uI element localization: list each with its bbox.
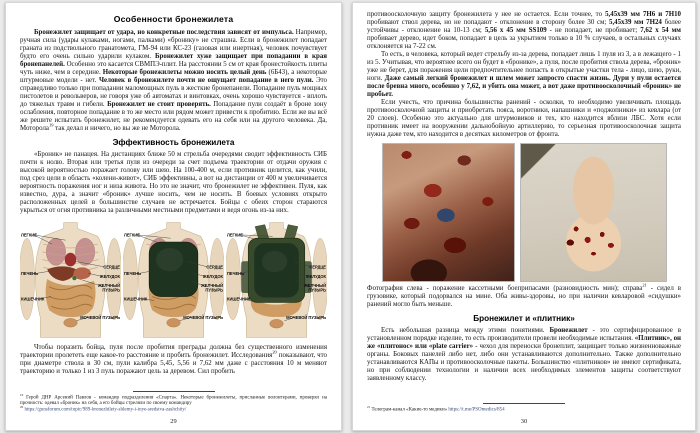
photo-cluster-munition-wounds — [382, 143, 515, 282]
organ-label-gallbladder: ЖЕЛЧНЫЙ — [304, 282, 327, 288]
footnote-separator — [483, 403, 565, 404]
organ-label-bladder: МОЧЕВОЙ ПУЗЫРЬ — [286, 314, 327, 320]
organ-label-heart: СЕРДЦЕ — [309, 264, 327, 270]
organ-label-bladder: МОЧЕВОЙ ПУЗЫРЬ — [80, 314, 121, 320]
torso-diagram-plate — [123, 220, 224, 340]
armor-plate — [149, 242, 198, 296]
torso-diagram-carrier — [226, 220, 327, 340]
footnotes-right — [367, 403, 681, 414]
paragraph-calibers: противоосколочную защиту бронежилета у нее не остается. Если точнее, то 5,45х39 мм 7Н6 и 7Н10 пробивают ствол дерева, но не попадают - отклонение в сторону более 30 см; 5,45х39 мм 7Н24 более устойчивы - отклонение на 10-13 см; 5,56 х 45 мм SS109 - не попадает, не пробивает; 7,62 х 54 мм пробивает дерево, идет боком, попадает в цель за укрытием только в 10 % случаев, в остальных случаях отклоняется на 7-22 см. — [367, 11, 681, 50]
footnote-21[interactable]: $^{21}$ Телеграм-канал «Какие-то медики» https://t.me/PSOmedics/854 — [367, 405, 505, 413]
paragraph-plitnik: Есть небольшая разница между этими понятиями. Бронежилет - это сертифицированное в установленном порядке изделие, то есть производители провели необходимые испытания. «Плитник», он же «плитонос» или «plate carrier» - чехол для переноски бронеплит, защищает только жизненноважные органы. Боковых панелей либо нет, либо они устанавливаются дополнительно. Также дополнительно устанавливаются КАПы и противоосколочные пакеты. Большинство «плитников» не имеют сертификата, но при соблюдении технологии и наличии всех необходимых элементов защиты соответствуют заявленному классу. — [367, 327, 681, 382]
page-30 — [352, 2, 696, 431]
organ-label-lungs: ЛЕГКИЕ — [20, 232, 37, 238]
organ-label-gallbladder-2: ПУЗЫРЬ — [308, 287, 327, 293]
organ-label-liver: ПЕЧЕНЬ — [226, 271, 245, 277]
page-number-left: 29 — [170, 418, 177, 425]
organ-label-stomach: ЖЕЛУДОК — [99, 274, 121, 280]
footnote-20[interactable]: $^{20}$ https://gunsforum.com/topic/989-bronezhilety-shlemy-i-inye-sredstva-zashchity/ — [20, 405, 187, 413]
page-29 — [5, 2, 342, 431]
paragraph-effectiveness: «Броник» не панацея. На дистанциях ближе 50 м стрельба очередями сводит эффективность СИБ почти к нолю. Вторая или третья пуля из очереди за счет подъема траектории от отдачи оружия с высокой вероятностью поражает голову или шею. На 100-400 м, если противник целится, как учили, под срез цели в область «колени-живот», СИБ эффективны, а вот на дистанции от 400 м увеличивается вероятность поражения ног и низа живота. Но это не значит, что бронежилет не эффективен. Пуля, как известно, дура, а значит «броник» лучше носить, чем не носить. В боевых условиях открыто расположенных целей в большинстве случаев не встречается. Бойцы с обеих сторон стараются укрыться от огня противника за различными местными предметами и ведя огонь из-за них. — [20, 151, 327, 214]
section-title-effectiveness: Эффективность бронежилета — [112, 138, 235, 147]
organ-label-lungs: ЛЕГКИЕ — [226, 232, 243, 238]
organ-label-intestines: КИШЕЧНИК — [226, 296, 251, 302]
organ-label-gallbladder-2: ПУЗЫРЬ — [205, 287, 224, 293]
organ-label-heart: СЕРДЦЕ — [103, 264, 121, 270]
photo-mine-blast-wounds — [520, 143, 667, 282]
organ-label-liver: ПЕЧЕНЬ — [20, 271, 39, 277]
page-title: Особенности бронежилета — [113, 14, 234, 24]
organ-label-gallbladder: ЖЕЛЧНЫЙ — [98, 282, 121, 288]
paragraph-penetration: Чтобы поразить бойца, пуля после пробития преграды должна без существенного изменения траектории пролететь еще какое-то расстояние и пробить бронежилет. Исследования$^{20}$ показывают, что при диаметре ствола в 30 см, пули калибра 5,45, 5,56 и 7,62 мм даже с расстояния 10 м меняют траекторию и только 1 из 3 пуль поражают цель за деревом. Сил пробить — [20, 344, 327, 375]
paragraph-armor-features: Бронежилет защищает от удара, но конкретные последствия зависят от импульса. Например, ручная сила (удары кулаками, ногами, палками) «бронику» не страшна. Если в бронежилет попадает граната из подствольного гранатомета, ГМ-94 или КС-23 (газовая или инертная), человек почувствует будто его очень сильно ударили кулаком. Бронежилет хуже защищает при попадании в края бронепанелей. Особенно это касается СВМПЭ-плит. На расстоянии 5 см от края бронестойкость плиты чуть ниже, чем в середине. Некоторые бронежилеты можно носить целый день (6Б43), а некоторые штурмовые модели - нет. Человек в бронежилете почти не ощущает попадание в него пули. Это справедливо только при попадании маломощных пуль в жесткие бронепанели. Попадание пуль мощных пистолетов и револьверов, не говоря уже об автоматах и винтовках, очень хорошо чувствуется - вплоть до тяжелых травм и гибели. Бронежилет не стоит проверять. Попадание пули создаёт в броне зону ослабления, повторное попадание в то же место или рядом может привести к пробитию. Если же вы всё же решите испытать бронежилет, не рекомендуется одевать его на себя или на другого человека. Да, Моторола$^{19}$ так делал и ничего, но вы же не Моторола. — [20, 29, 328, 132]
paragraph-fragments: Если учесть, что причина большинства ранений - осколки, то необходимо увеличивать площадь противоосколочной защиты и приобретать пояса, воротники, напашники и «поджопники» из кевлара (от 20 слоев). Особенно это актуально для штурмовиков и тех, кто находится вблизи ЛБС. Хотя если противник имеет на вооружении дальнобойную артиллерию, то серьезная противоосколочная защита нужна даже тем, кто находится в десятках километров от фронта. — [367, 99, 681, 138]
torso-diagram-organs — [20, 220, 121, 340]
section-title-plitnik: Бронежилет и «плитник» — [473, 314, 575, 323]
page-number-right: 30 — [520, 418, 528, 425]
paragraph-hit-probability: То есть, в человека, который ведет стрельбу из-за дерева, попадает лишь 1 пуля из 3, а в лежащего - 1 из 5. Учитывая, что вероятнее всего он будет в «бронике», а пуля, после пробития ствола дерева, «броник» уже не берет, для поражения цели предпочтительнее попасть в открытые участки тела - лицо, шею, руки, ноги. Даже самый легкий бронежилет и шлем может запросто спасти жизнь. Дури у пули остается после бревна много, особенно у 7,62, и убить она может, а вот даже противоосколочный «броник» не пробьет. — [367, 51, 682, 98]
anatomy-figures — [20, 220, 327, 340]
organ-label-intestines: КИШЕЧНИК — [20, 296, 45, 302]
organ-label-liver: ПЕЧЕНЬ — [123, 271, 142, 277]
photo-caption: Фотография слева - поражение кассетными боеприпасами (разновидность мин); справа$^{21}$ - сидел в грузовике, который подорвался на мине. Оба живы-здоровы, но при наличии кевларовой «сидушки» ранений могло быть меньше. — [367, 282, 681, 308]
organ-label-heart: СЕРДЦЕ — [206, 264, 224, 270]
organ-label-lungs: ЛЕГКИЕ — [123, 232, 140, 238]
anatomy-figure-carrier — [226, 220, 327, 340]
footnotes-left — [20, 391, 327, 414]
organ-label-gallbladder-2: ПУЗЫРЬ — [102, 287, 121, 293]
footnote-separator — [133, 391, 215, 392]
organ-label-bladder: МОЧЕВОЙ ПУЗЫРЬ — [183, 314, 224, 320]
anatomy-figure-bare — [20, 220, 121, 340]
organ-label-gallbladder: ЖЕЛЧНЫЙ — [201, 282, 224, 288]
organ-label-stomach: ЖЕЛУДОК — [305, 274, 327, 280]
organ-label-stomach: ЖЕЛУДОК — [202, 274, 224, 280]
wound-photos — [367, 143, 681, 282]
anatomy-figure-plate — [123, 220, 224, 340]
organ-label-intestines: КИШЕЧНИК — [123, 296, 148, 302]
footnote-19: $^{19}$ Герой ДНР Арсений Павлов - командир подразделения «Спарта». Некоторые бронежилеты, присланные волонтерами, проверял на прочность: одевал «броник» на себя, а его бойцы стреляли по своему командиру — [20, 392, 327, 407]
